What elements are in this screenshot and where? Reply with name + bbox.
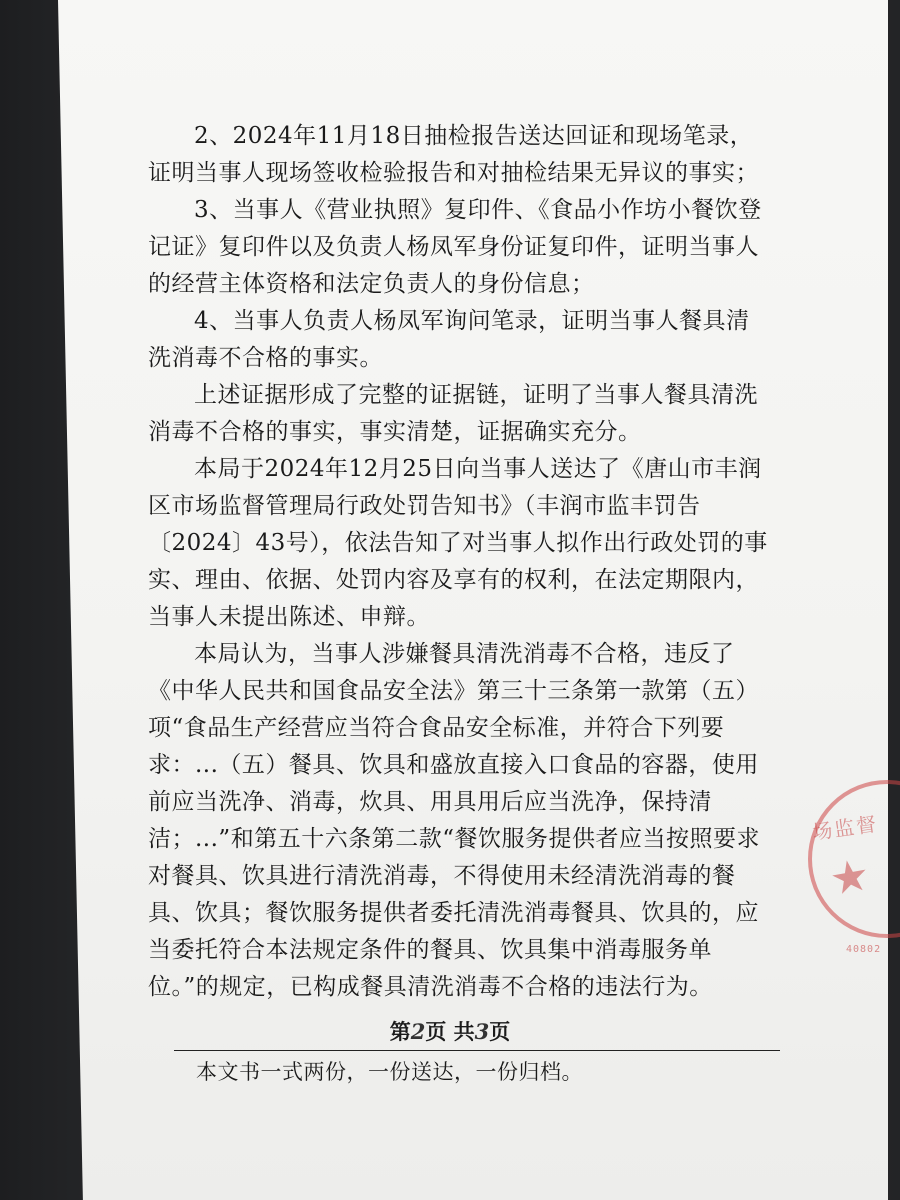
page-current: 2 [410, 1019, 426, 1044]
seal-star-icon: ★ [825, 848, 874, 907]
page-total: 3 [474, 1019, 490, 1044]
evidence-item-3: 3、当事人《营业执照》复印件、《食品小作坊小餐饮登记证》复印件以及负责人杨凤军身份证复印件，证明当事人的经营主体资格和法定负责人的身份信息； [148, 197, 762, 297]
notice-paragraph: 本局于2024年12月25日向当事人送达了《唐山市丰润区市场监督管理局行政处罚告知书》（丰润市监丰罚告〔2024〕43号），依法告知了对当事人拟作出行政处罚的事实、理由、依据、处罚内容及享有的权利，在法定期限内，当事人未提出陈述、申辩。 [148, 456, 768, 630]
evidence-item-2: 2、2024年11月18日抽检报告送达回证和现场笔录，证明当事人现场签收检验报告和对抽检结果无异议的事实； [148, 123, 759, 186]
evidence-item-4: 4、当事人负责人杨凤军询问笔录，证明当事人餐具清洗消毒不合格的事实。 [148, 308, 750, 371]
page-mid: 页 共 [425, 1019, 475, 1044]
page-number [0, 1016, 900, 1046]
document-body [148, 118, 768, 1006]
evidence-summary: 上述证据形成了完整的证据链，证明了当事人餐具清洗消毒不合格的事实，事实清楚，证据确实充分。 [148, 382, 758, 445]
violation-finding: 本局认为，当事人涉嫌餐具清洗消毒不合格，违反了《中华人民共和国食品安全法》第三十三条第一款第（五）项“食品生产经营应当符合食品安全标准，并符合下列要求：...（五）餐具、饮具和盛放直接入口食品的容器，使用前应当洗净、消毒，炊具、用具用后应当洗净，保持清洁；...”和第五十六条第二款“餐饮服务提供者应当按照要求对餐具、饮具进行清洗消毒，不得使用未经清洗消毒的餐具、饮具；餐饮服务提供者委托清洗消毒餐具、饮具的，应当委托符合本法规定条件的餐具、饮具集中消毒服务单位。”的规定，已构成餐具清洗消毒不合格的违法行为。 [148, 641, 760, 1000]
seal-text: 场监督 [810, 811, 880, 845]
page-prefix: 第 [389, 1019, 411, 1044]
copies-note: 本文书一式两份，一份送达，一份归档。 [196, 1060, 583, 1084]
seal-code: 40802 [846, 944, 882, 955]
page-suffix: 页 [489, 1019, 511, 1044]
footer-divider [174, 1050, 780, 1051]
